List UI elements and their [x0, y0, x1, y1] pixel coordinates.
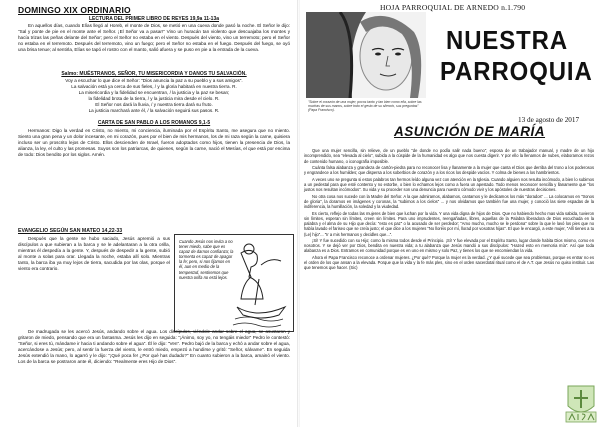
article-paragraph: A veces uno se pregunta si estos palabros tan hermos leído alguna vez con atención en la Iglesia. Cuando alguien nos resulta incómodo, a bien lo subimos a un pedestal para que esté contento y no estorbe, o bien lo echamos lejos como a fuera un apestado. Todo menos reconocer sencilla y llanamente que "los justos nos resultan incómodos". Su vida y su proceder son una denuncia para nuestro cómodo vivir y los apóstoles de nuestras decisiones. [304, 176, 594, 193]
reading2-text: Hermanos: Digo la verdad en Cristo, no miento, mi conciencia, iluminada por el Espíritu Santo, me asegura que no miento. Siento una gran pena y un dolor incesante, en mi corazón, pues por el bien de mis hermanos, los de mi raza según la carne, quisiera incluso ser un proscrito lejos de Cristo. Ellos descienden de Israel, fueron adoptados como hijos, tienen la presencia de Dios, la alianza, la ley, el culto y las promesas. Suyos son los patriarcas, de quienes, según la carne, nació el Mesías, el que está por encima de todo: Dios bendito por los siglos. Amén. [18, 128, 290, 157]
psalm-line: La salvación está ya cerca de sus fieles, / y la gloria habitará en nuestra tierra. R. [71, 84, 237, 89]
portrait-sketch [306, 12, 426, 98]
article-paragraph: Que una mujer sencilla, sin relieve, de un pueblo "de donde no podía salir nada bueno", esposa de un trabajador manual, y madre de un hijo incomprendido, sea "elevada al cielo", subida a la cúspide de la humanidad es algo que nos cuesta digerir. Y por ello la llenamos de nubes, elaboramos rezos de contenido humano, o iconografía imposible. [304, 148, 594, 164]
article-body [304, 148, 594, 272]
left-page [0, 0, 298, 427]
masthead-line1: NUESTRA [446, 25, 569, 55]
sunday-title: DOMINGO XIX ORDINARIO [18, 5, 131, 15]
gospel-text-column: Después que la gente se hubo saciado, Jesús apremió a sus discípulos a que subieran a la barca y se le adelantaran a la otra orilla, mientras él despedía a la gente. Y, después de despedir a la gente, subió al monte a solas para orar. Llegada la noche, estaba allí solo. Mientras tanto, la barca iba ya muy lejos de tierra, sacudida por las olas, porque el viento era contrario. [18, 236, 170, 271]
right-page [300, 0, 600, 427]
logo-emblem [564, 384, 598, 424]
issue-line: HOJA PARROQUIAL DE ARNEDO n.1.790 [380, 3, 526, 12]
psalm-line: El Señor nos dará la lluvia, / y nuestra tierra dará su fruto. [95, 102, 213, 107]
psalm-line: la fidelidad brota de la tierra, / y la justicia mira desde el cielo. R. [88, 96, 220, 101]
issue-date: 13 de agosto de 2017 [518, 116, 580, 124]
article-paragraph: Ahora el Papa Francisco reconoce a ordenar mujeres. ¿Por qué? Porque la mujer es la verdad. ¿Y qué sucede que sea problemas, porque es entrar no es el orden de los que ansan a la elevada. Porque que la vida y la fe más ples, sino en el orden sacerdotal ritual como el de A.T. que Jesús no quiso instituir. Las que tenemos que hacer. (Sic) [304, 254, 594, 271]
diocese-logo [564, 384, 598, 424]
reading2-heading: CARTA DE SAN PABLO A LOS ROMANOS 9,1-5 [97, 120, 211, 126]
virgin-portrait-image [306, 12, 426, 98]
reading1-heading: LECTURA DEL PRIMER LIBRO DE REYES 19,9a 11-13a [88, 16, 220, 22]
portrait-caption: "Sobre el corazón de una mujer, pocos tanto y tan bien como ella, sobre las muchas de sus manos, sobre todo el gesto de su silencio, sus preguntas" (Papa Francisco). [308, 100, 422, 113]
article-paragraph: Cuánta falsa alabanza y grandeza de cartón-piedra para no reconocer lisa y llanamente a la mujer que canta el Dios que derriba del trono a los poderosos y engrandece a los humildes; que dispersa a los soberbios de corazón y a los ricos los despide vacíos. Y colma de bienes a los hambrientos. [304, 164, 594, 176]
reading1-text: En aquellos días, cuando Elías llegó al Horeb, el monte de Dios, se metió en una cueva donde pasó la noche. El Señor le dijo: "Sal y ponte de pie en el monte ante el Señor. ¡El Señor va a pasar!" Vino un huracán tan violento que descuajaba los montes y hacía trizas las peñas delante del Señor; pero el Señor no estaba en el viento. Después del viento, vino un terremoto; pero el Señor no estaba en el terremoto. Después del terremoto, vino un fuego; pero el Señor no estaba en el fuego. Después del fuego, se oyó una brisa tenue; al sentirla, Elías se tapó el rostro con el manto, salió afuera y se puso en pie a la entrada de la cueva. [18, 23, 290, 52]
masthead-line2: PARROQUIA [440, 56, 593, 86]
illustration-caption: Cuando Jesús nos invita a no tener miedo, sabe que es capaz de darnos confianza; la tormenta es capaz de apagar la fe; pero, si nos fijamos en él, aun en medio de la tempestad, sentiremos que nuestra orilla no está lejos. [179, 239, 234, 280]
article-paragraph: No otra cosa nos sucede con la Madre del Señor. A la que admiramos, alabamos, cantamos y le dedicamos los más "dorados" ... La colocamos en "tronos de gloria", la doramos en imágenes y coronas, la "subimos a los cielos" ... y nos olvidamos que también fue una mujer, y conoció las siete espadas de la indiferencia, la humillación, la soledad y la viudedad. [304, 193, 594, 210]
psalm-line: Voy a escuchar lo que dice el Señor: "Dios anuncia la paz a su pueblo y a sus amigos". [65, 78, 243, 83]
article-paragraph: ¡Sí! Y fue sucedido con su Hijo; como la misma todos desde el Principio. ¡Sí! Y fue elevada por el Espíritu Santo, lugar donde habita Dios mismo, como en nosotros. Y se dejó ver por Dios, bendita en nuestra vida; a tu alabanza que Jesús mandó a sus discípulos: "Hazed esto en memoria mía". Así que toda alabanza es a Dios. Entramos en comunidad porque es en uno en mismo y solo Paz, y tienes los que se encomiendan la vida. [304, 237, 594, 254]
gospel-text-wide: De madrugada se les acercó Jesús, andando sobre el agua. Los discípulos, viéndole andar sobre el agua, se asustaron y gritaron de miedo, pensando que era un fantasma. Jesús les dijo en seguida: "¡Ánimo, soy yo, no tengáis miedo!" Pedro le contestó: "Señor, si eres tú, mándame ir hacia ti andando sobre el agua". Él le dijo: "Ven". Pedro bajó de la barca y echó a andar sobre el agua, acercándose a Jesús; pero, al sentir la fuerza del viento, le entró miedo, empezó a hundirse y gritó: "Señor, sálvame". En seguida Jesús extendió la mano, lo agarró y le dijo: "¡Qué poca fe! ¿Por qué has dudado?" En cuanto subieron a la barca, amainó el viento. Los de la barca se postraron ante él, diciendo: "Realmente eres Hijo de Dios". [18, 329, 290, 364]
article-paragraph: Es cierto, reflejo de todas las mujeres de bien que luchan por la vida. Y una vida digna de hijos de Dios. Que no habiendo hecho mas vida sabida, tuvieron sin límites, esperan sin límites, creen sin límites. Para uno imprudentes, reengañadas, libres, aquellas de la Palabra liberadora de Dios escuchada en la palabra y el alma de su Hijo que decía: "esto es paz" o la acusado de ser perdedor; "Amo mucho, mucho se le perdona" sobre la que le lavó los pies que no había lavado el fariseo que se creía justo; el que dice a los mujeres "No lloréis por mí, llorad por vosotras hijas". El que le encargó, a este mujer, "Allí tienes a tu (Le) hijo"... "Ir a mis hermanos y decidles que...". [304, 210, 594, 237]
jesus-walking-illustration [174, 234, 294, 332]
psalm-line: La justicia marchará ante él, / la salvación seguirá sus pasos. R. [88, 108, 220, 113]
psalm-heading: Salmo: MUÉSTRANOS, SEÑOR, TU MISERICORDIA Y DANOS TU SALVACIÓN. [61, 71, 247, 77]
psalm-line: La misericordia y la fidelidad se encuentran, / la justicia y la paz se besan; [78, 90, 230, 95]
gospel-section [18, 228, 292, 424]
article-title: ASUNCIÓN DE MARÍA [394, 124, 546, 139]
boat-figure-drawing [175, 235, 293, 331]
gospel-heading: EVANGELIO SEGÚN SAN MATEO 14,22-33 [18, 228, 123, 234]
